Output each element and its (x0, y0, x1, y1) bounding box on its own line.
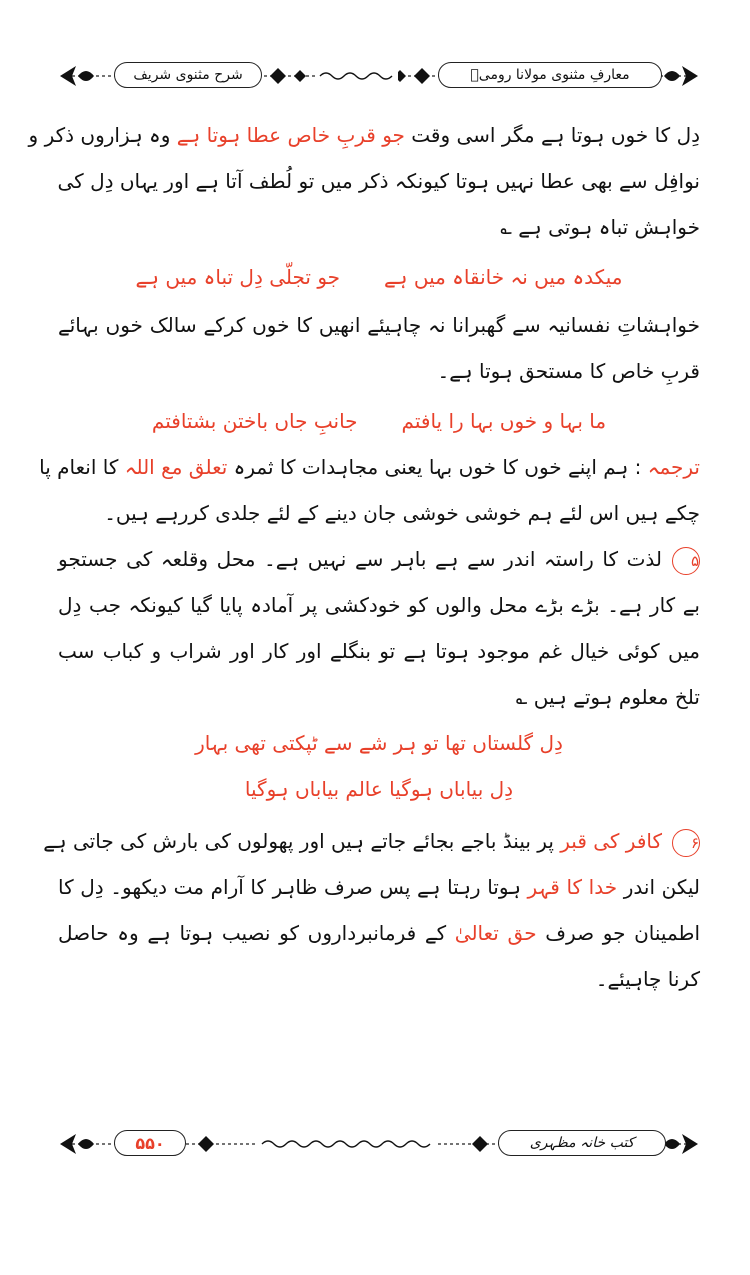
text-line (43, 818, 700, 864)
text-segment: خواہشاتِ نفسانیہ سے گھبرانا نہ چاہیئے انھیں کا خوں کرکے سالک خوں بہائے (58, 313, 700, 337)
couplet-hemistich: دِل بیاباں ہوگیا عالم بیاباں ہوگیا (244, 777, 514, 801)
text-segment: خواہش تباہ ہوتی ہے ؎ (500, 215, 700, 239)
point-number-badge: ۵ (672, 547, 700, 575)
text-segment: کافر کی قبر (560, 829, 662, 853)
text-segment: تلخ معلوم ہوتے ہیں ؎ (515, 685, 700, 709)
book-title: معارفِ مثنوی مولانا رومیؒ (438, 62, 662, 88)
text-segment: لذت کا راستہ اندر سے ہے باہر سے نہیں ہے۔ محل وقلعہ کی جستجو (58, 547, 663, 571)
text-segment: اطمینان جو صرف (536, 921, 701, 945)
text-segment: تعلق مع اللہ (124, 455, 228, 479)
text-line (58, 628, 700, 674)
page-header (58, 58, 700, 94)
text-line (39, 444, 700, 490)
text-line (58, 536, 700, 582)
text-segment: قربِ خاص کا مستحق ہوتا ہے۔ (437, 359, 700, 383)
text-line (58, 956, 700, 1002)
text-line (58, 348, 700, 394)
point-number-badge: ۶ (672, 829, 700, 857)
text-line (58, 398, 700, 444)
text-segment: چکے ہیں اس لئے ہم خوشی خوشی جان دینے کے لئے جلدی کررہے ہیں۔ (104, 501, 700, 525)
text-segment: نوافِل سے بھی عطا نہیں ہوتا کیونکہ ذکر میں تو لُطف آتا ہے اور یہاں دِل کی (57, 169, 700, 193)
text-segment: وہ ہزاروں ذکر و (28, 123, 177, 147)
text-line (58, 674, 700, 720)
page-number: ۵۵۰ (114, 1130, 186, 1156)
couplet-hemistich: میکدہ میں نہ خانقاہ میں ہے (384, 265, 623, 289)
text-segment: حق تعالیٰ (454, 921, 537, 945)
text-segment: : ہم اپنے خوں کا خوں بہا یعنی مجاہدات کا ثمرہ (227, 455, 648, 479)
text-segment: دِل کا خوں ہوتا ہے مگر اسی وقت (404, 123, 700, 147)
text-segment: میں کوئی خیال غم موجود ہوتا ہے تو بنگلے اور کار اور شراب و کباب سب (58, 639, 700, 663)
text-line (58, 864, 700, 910)
text-segment: جو قربِ خاص عطا ہوتا ہے (176, 123, 405, 147)
text-segment: کا انعام پا (39, 455, 125, 479)
page-footer (58, 1126, 700, 1162)
book-page (28, 58, 701, 1198)
text-line (58, 720, 700, 766)
text-segment: ترجمہ (647, 455, 700, 479)
text-line (58, 302, 700, 348)
text-segment: پر بینڈ باجے بجائے جاتے ہیں اور پھولوں کی بارش کی جاتی ہے (43, 829, 561, 853)
couplet-hemistich: جانبِ جاں باختن بشتافتم (151, 409, 358, 433)
text-line (58, 158, 700, 204)
publisher-name: کتب خانہ مظہری (498, 1130, 666, 1156)
couplet-hemistich: جو تجلّی دِل تباہ میں ہے (135, 265, 341, 289)
couplet-hemistich: دِل گلستاں تھا تو ہر شے سے ٹپکتی تھی بہار (195, 731, 563, 755)
text-line (58, 204, 700, 250)
text-segment: بے کار ہے۔ بڑے بڑے محل والوں کو خودکشی پر آمادہ پایا گیا کیونکہ جب دِل (58, 593, 700, 617)
text-line (58, 490, 700, 536)
text-line (58, 910, 700, 956)
text-line (58, 766, 700, 812)
text-segment: کے فرمانبرداروں کو نصیب ہوتا ہے وہ حاصل (58, 921, 455, 945)
section-title: شرح مثنوی شریف (114, 62, 262, 88)
couplet-hemistich: ما بہا و خوں بہا را یافتم (401, 409, 607, 433)
text-line (58, 254, 700, 300)
text-segment: خدا کا قہر (527, 875, 618, 899)
text-segment: کرنا چاہیئے۔ (595, 967, 700, 991)
text-segment: ہوتا رہتا ہے پس صرف ظاہر کا آرام مت دیکھو۔ دِل کا (58, 875, 528, 899)
text-line (58, 582, 700, 628)
text-line (28, 112, 700, 158)
text-segment: لیکن اندر (617, 875, 701, 899)
